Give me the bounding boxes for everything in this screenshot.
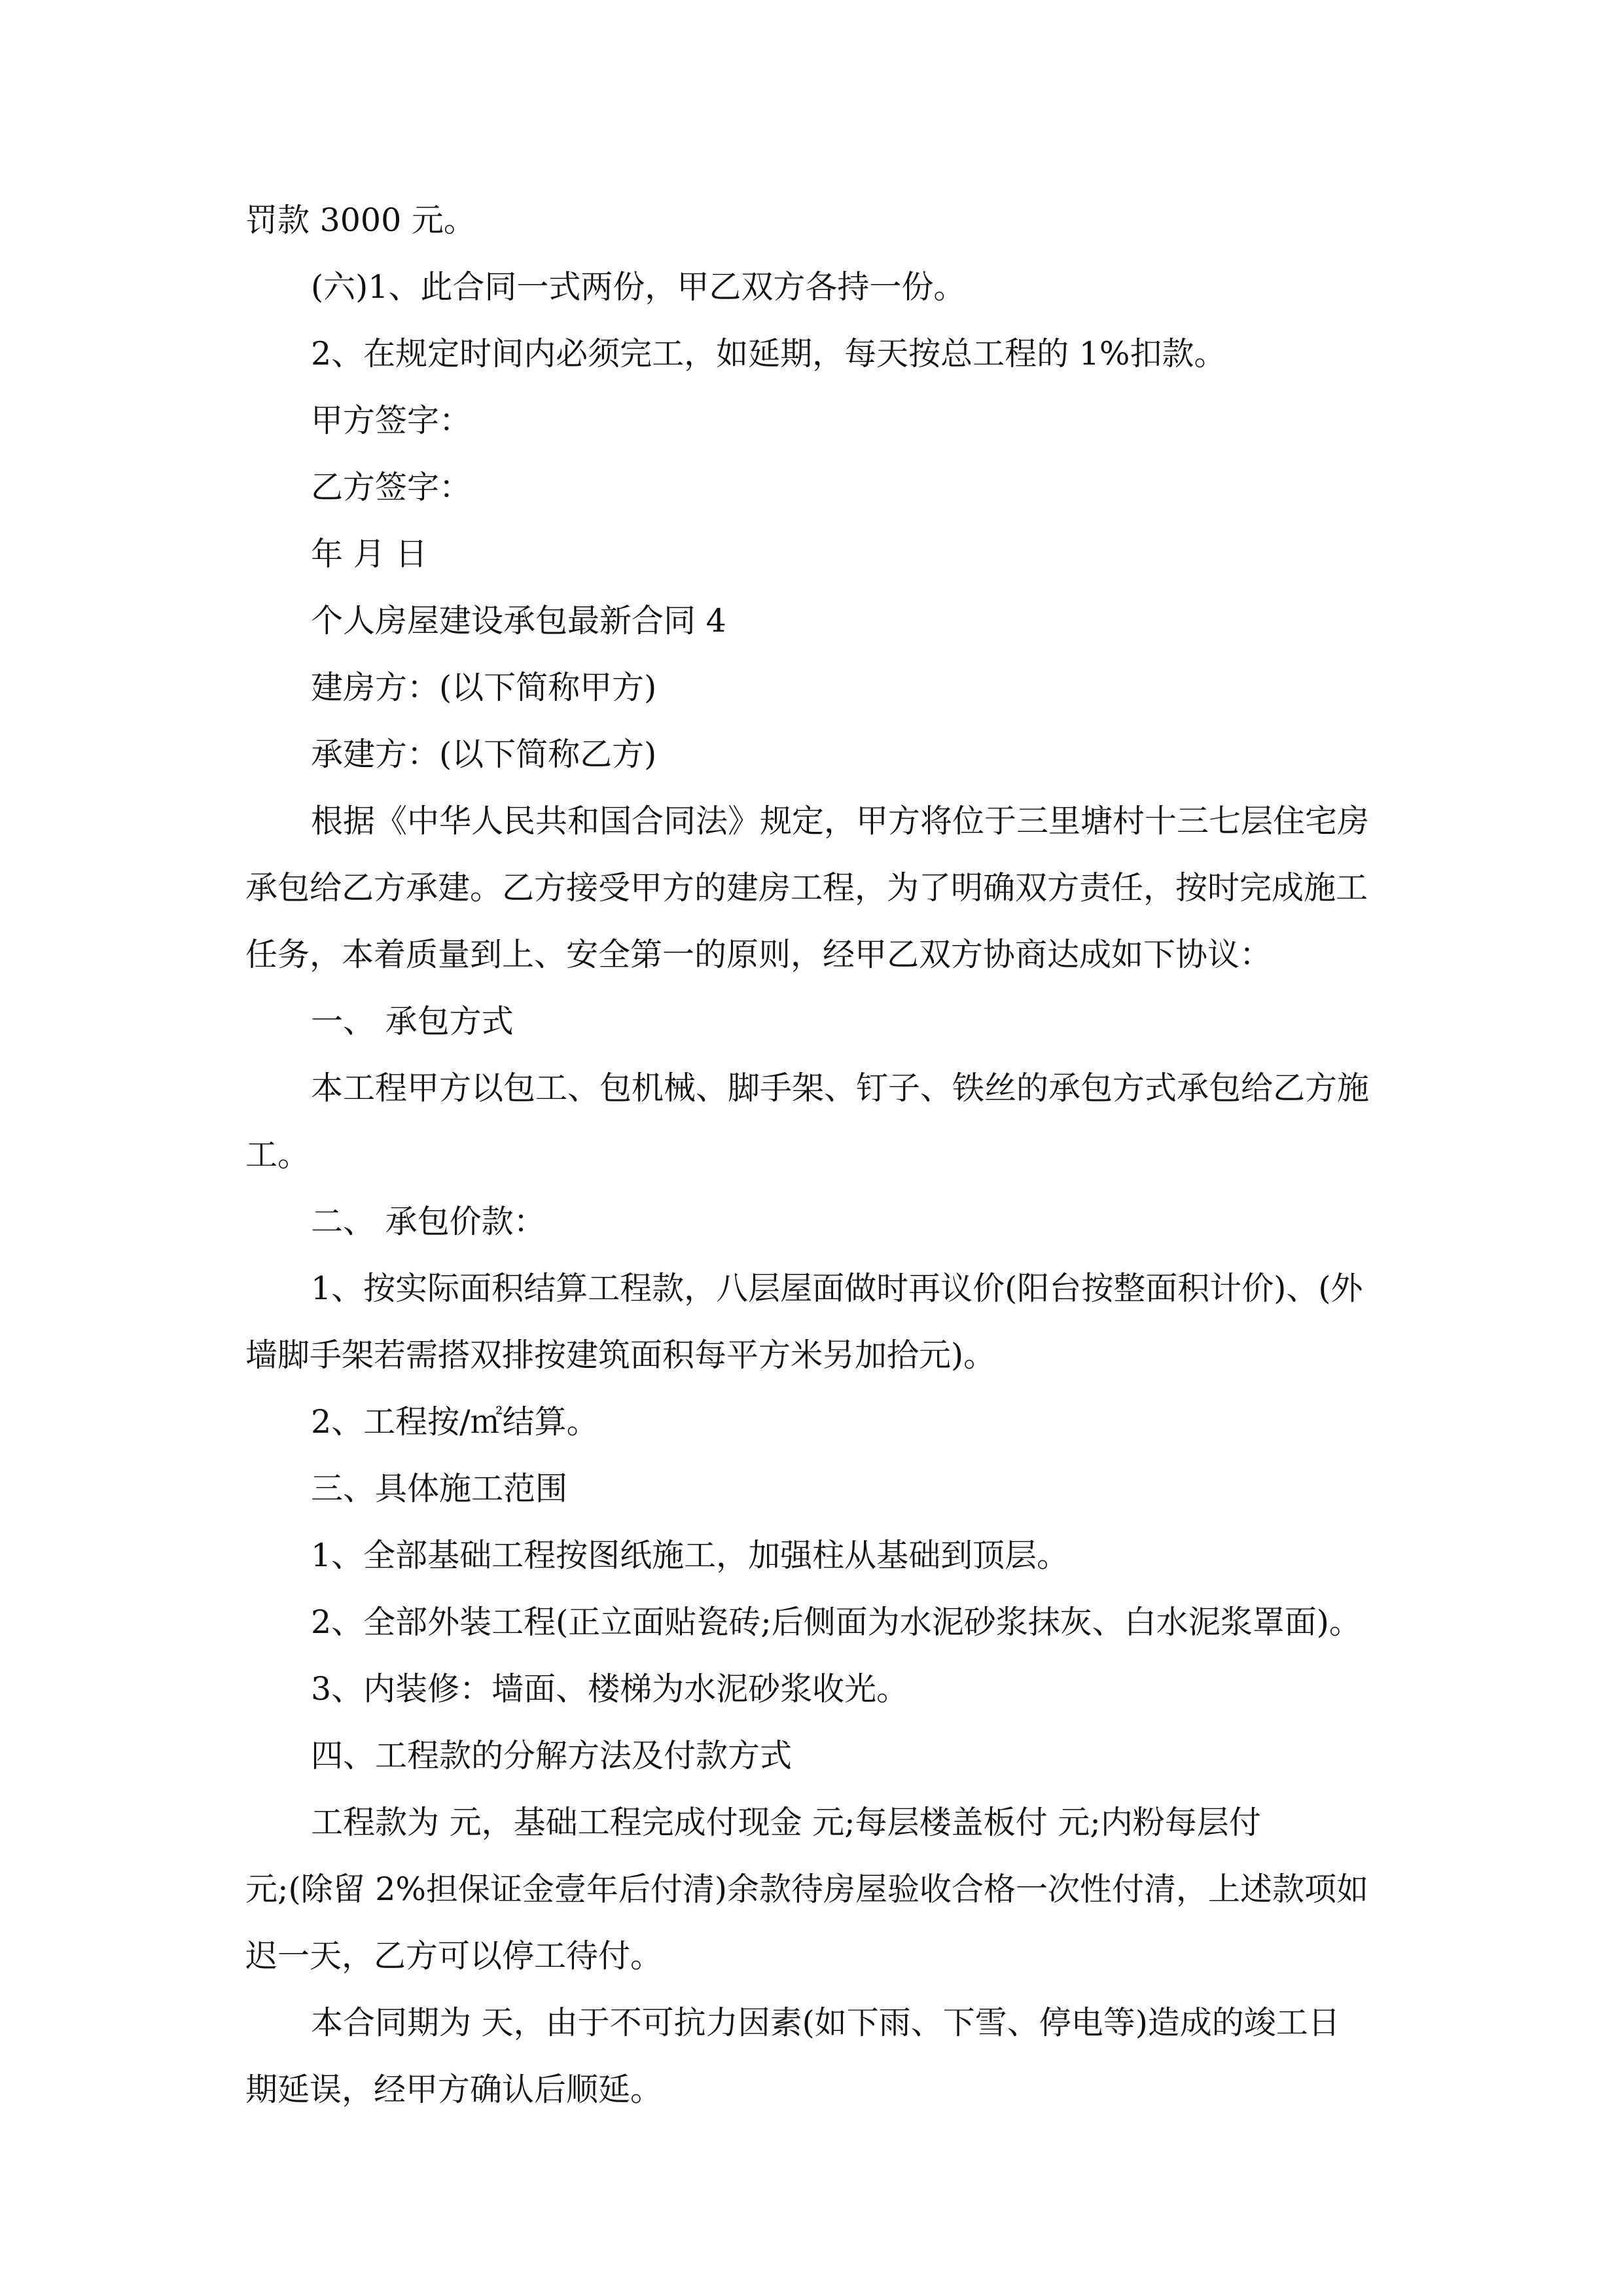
- section-title: 个人房屋建设承包最新合同 4: [311, 602, 726, 639]
- text-line: 3、内装修：墙面、楼梯为水泥砂浆收光。: [311, 1670, 909, 1708]
- text-line: 工程款为 元，基础工程完成付现金 元;每层楼盖板付 元;内粉每层付: [311, 1804, 1261, 1841]
- text-line: 1、全部基础工程按图纸施工，加强柱从基础到顶层。: [311, 1537, 1069, 1574]
- text-line: (六)1、此合同一式两份，甲乙双方各持一份。: [311, 268, 966, 306]
- section-heading: 四、工程款的分解方法及付款方式: [311, 1737, 793, 1774]
- date-line: 年 月 日: [311, 535, 428, 573]
- text-line: 迟一天，乙方可以停工待付。: [245, 1937, 663, 1975]
- section-heading: 三、具体施工范围: [311, 1470, 568, 1507]
- text-line: 2、全部外装工程(正立面贴瓷砖;后侧面为水泥砂浆抹灰、白水泥浆罩面)。: [311, 1604, 1361, 1641]
- text-line: 1、按实际面积结算工程款，八层屋面做时再议价(阳台按整面积计价)、(外: [311, 1270, 1363, 1307]
- text-line: 承包给乙方承建。乙方接受甲方的建房工程，为了明确双方责任，按时完成施工: [245, 869, 1368, 906]
- signature-label-party-b: 乙方签字：: [311, 469, 472, 506]
- text-line: 根据《中华人民共和国合同法》规定，甲方将位于三里塘村十三七层住宅房: [311, 802, 1370, 840]
- text-line: 罚款 3000 元。: [245, 202, 476, 239]
- text-line: 2、在规定时间内必须完工，如延期，每天按总工程的 1%扣款。: [311, 335, 1226, 372]
- section-heading: 一、 承包方式: [311, 1003, 514, 1040]
- text-line: 任务，本着质量到上、安全第一的原则，经甲乙双方协商达成如下协议：: [245, 936, 1272, 973]
- text-line: 工。: [245, 1136, 310, 1174]
- text-line: 承建方：(以下简称乙方): [311, 736, 657, 773]
- section-heading: 二、 承包价款：: [311, 1203, 546, 1240]
- text-line: 本合同期为 天，由于不可抗力因素(如下雨、下雪、停电等)造成的竣工日: [311, 2004, 1340, 2041]
- text-line: 期延误，经甲方确认后顺延。: [245, 2071, 663, 2108]
- text-line: 2、工程按/㎡结算。: [311, 1403, 599, 1441]
- text-line: 建房方：(以下简称甲方): [311, 669, 657, 706]
- text-line: 墙脚手架若需搭双排按建筑面积每平方米另加拾元)。: [245, 1336, 996, 1374]
- text-line: 本工程甲方以包工、包机械、脚手架、钉子、铁丝的承包方式承包给乙方施: [311, 1069, 1370, 1107]
- text-line: 元;(除留 2%担保证金壹年后付清)余款待房屋验收合格一次性付清，上述款项如: [245, 1871, 1369, 1908]
- signature-label-party-a: 甲方签字：: [311, 402, 472, 439]
